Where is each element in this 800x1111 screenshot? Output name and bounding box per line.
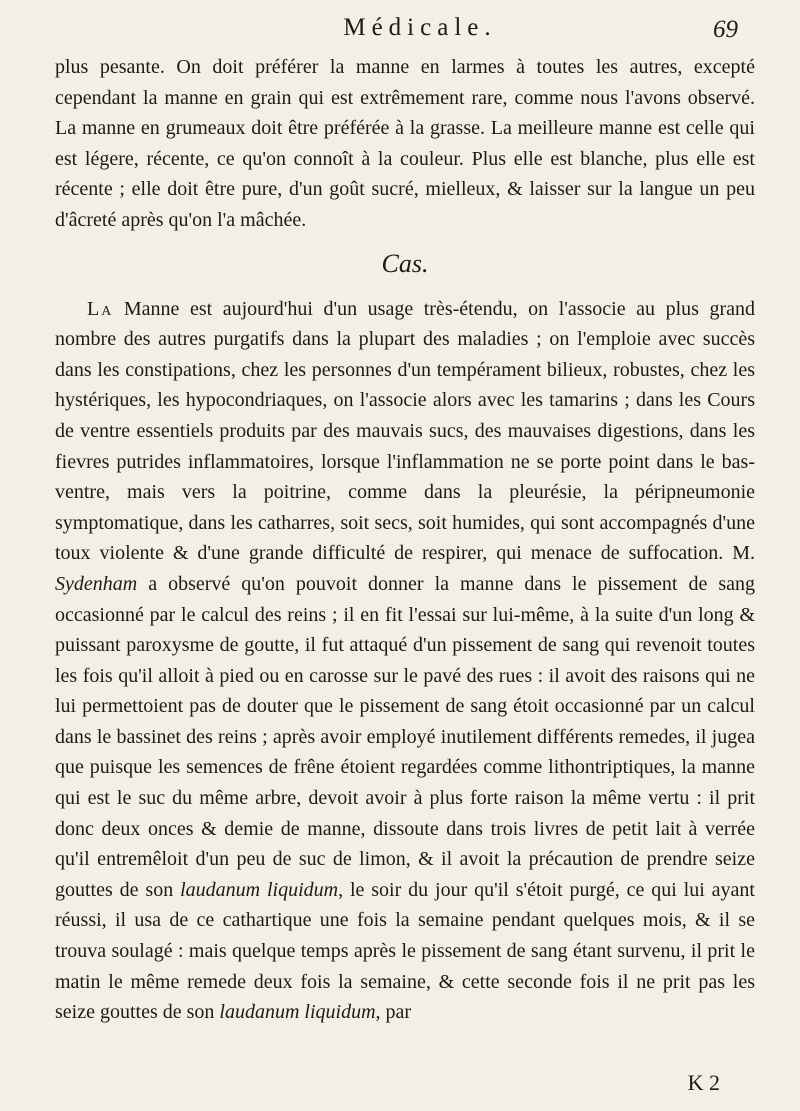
- paragraph-1: plus pesante. On doit préférer la manne en larmes à toutes les autres, excepté cependant la manne en grain qui est extrêmement rare, comme nous l'avons observé. La manne en grumeaux doit être préférée à la grasse. La meilleure manne est celle qui est légere, récente, ce qu'on connoît à la couleur. Plus elle est blanche, plus elle est récente ; elle doit être pure, d'un goût sucré, mielleux, & laisser sur la langue un peu d'âcreté après qu'on l'a mâchée.: [55, 56, 755, 231]
- signature-mark: K 2: [687, 1070, 720, 1095]
- paragraph-2-text-c: , le soir du jour qu'il s'étoit purgé, ce qui lui ayant réussi, il usa de ce cathartique une fois la semaine pendant quelques mois, & il se trouva soulagé : mais quelque temps après le pissement de sang étant survenu, il prit le matin le même remede deux fois la semaine, & cette seconde fois il ne prit pas les seize gouttes de son: [55, 878, 755, 1024]
- author-name: Sydenham: [55, 572, 138, 595]
- paragraph-2-text-b: a observé qu'on pouvoit donner la manne dans le pissement de sang occasionné par le calcul des reins ; il en fit l'essai sur lui-même, à la suite d'un long & puissant paroxysme de goutte, il fut attaqué d'un pissement de sang qui revenoit toutes les fois qu'il alloit à pied ou en carosse sur le pavé des rues : il avoit des raisons qui ne lui permettoient pas de douter que le pissement de sang étoit occasionné par un calcul dans le bassinet des reins ; après avoir employé inutilement différents remedes, il jugea que puisque les semences de frêne étoient regardées comme lithontriptiques, la manne qui est le suc du même arbre, devoit avoir à plus forte raison la même vertu : il prit donc deux onces & demie de manne, dissoute dans trois livres de petit lait à verrée qu'il entremêloit d'un peu de suc de limon, & il avoit la précaution de prendre seize gouttes de son: [55, 572, 755, 901]
- laudanum-term-1: laudanum liquidum: [180, 878, 339, 901]
- body-text: [55, 52, 755, 1028]
- running-title: Médicale.: [343, 14, 497, 41]
- page-header: [0, 14, 800, 50]
- paragraph-2-text-a: Manne est aujourd'hui d'un usage très-étendu, on l'associe au plus grand nombre des autres purgatifs dans la plupart des maladies ; on l'emploie avec succès dans les constipations, chez les personnes d'un tempérament bilieux, robustes, chez les hystériques, les hypocondriaques, on l'associe alors avec les tamarins ; dans les Cours de ventre essentiels produits par des mauvais sucs, des mauvaises digestions, dans les fievres putrides inflammatoires, lorsque l'inflammation ne se porte point dans le bas-ventre, mais vers la poitrine, comme dans la pleurésie, la péripneumonie symptomatique, dans les catharres, soit secs, soit humides, qui sont accompagnés d'une toux violente & d'une grande difficulté de respirer, qui menace de suffocation. M.: [55, 297, 755, 565]
- page-number: 69: [713, 16, 738, 43]
- section-heading: Cas.: [381, 248, 429, 278]
- paragraph-2: [55, 294, 755, 1028]
- opening-word: La: [87, 297, 114, 320]
- laudanum-term-2: laudanum liquidum: [219, 1001, 376, 1024]
- paragraph-2-text-d: , par: [375, 1001, 412, 1024]
